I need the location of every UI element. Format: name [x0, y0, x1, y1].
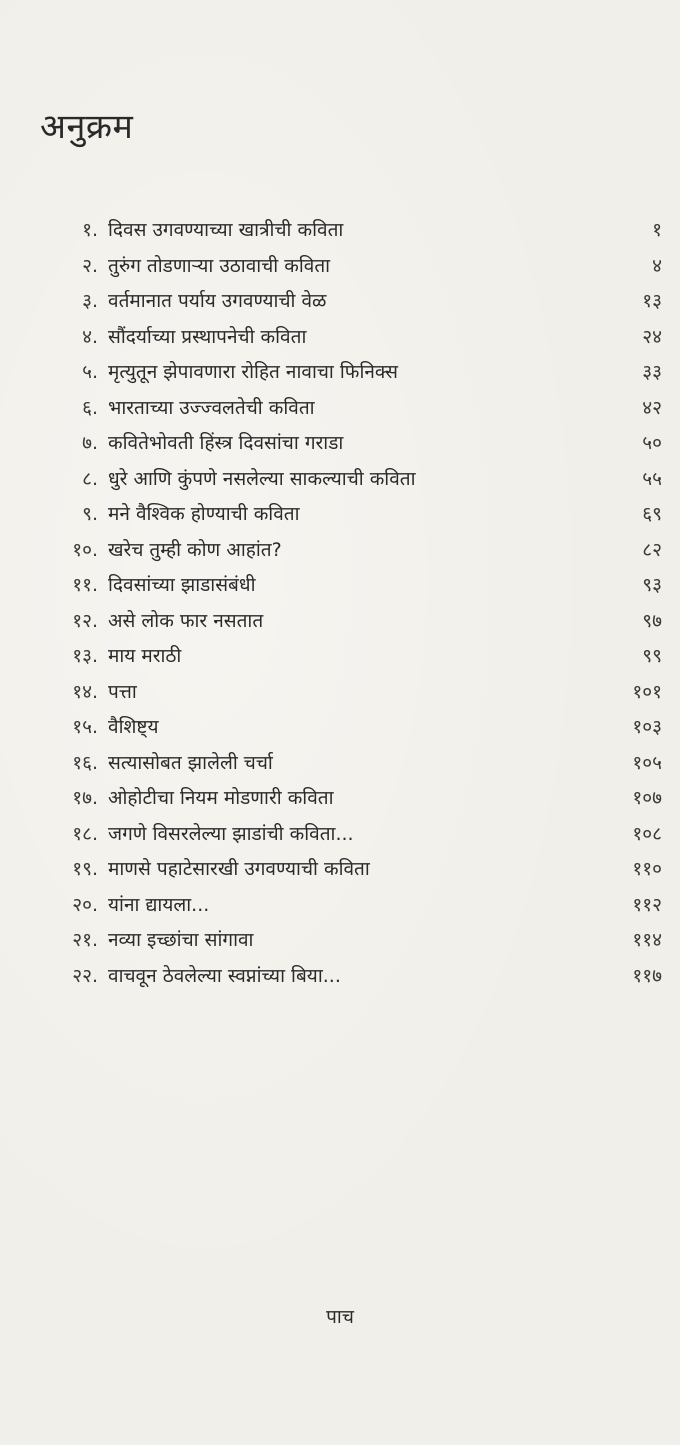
- toc-entry: [40, 284, 662, 320]
- entry-title: भारताच्या उज्ज्वलतेची कविता: [108, 396, 315, 419]
- entry-page-number: १०३: [632, 716, 662, 738]
- entry-number: ८.: [82, 467, 98, 490]
- toc-entry: [40, 497, 662, 533]
- entry-page-number: १३: [642, 290, 662, 312]
- entry-title: माणसे पहाटेसारखी उगवण्याची कविता: [108, 858, 370, 880]
- entry-number: १.: [82, 219, 98, 241]
- entry-page-number: ९७: [642, 609, 662, 632]
- entry-title: धुरे आणि कुंपणे नसलेल्या साकल्याची कविता: [108, 467, 416, 490]
- toc-entry: [40, 355, 662, 391]
- toc-entry: [40, 959, 662, 995]
- entry-title: वैशिष्ट्य: [108, 716, 159, 738]
- toc-entry: [40, 249, 662, 285]
- page-title: अनुक्रम: [40, 107, 134, 147]
- entry-page-number: १०७: [632, 787, 662, 809]
- entry-title: वर्तमानात पर्याय उगवण्याची वेळ: [108, 290, 327, 312]
- entry-number: २०.: [72, 893, 98, 916]
- entry-number: १०.: [72, 538, 98, 561]
- entry-number: ११.: [72, 574, 98, 596]
- entry-number: २१.: [72, 929, 98, 951]
- entry-number: २.: [82, 254, 98, 277]
- toc-entry: [40, 675, 662, 711]
- entry-title: दिवसांच्या झाडासंबंधी: [108, 574, 256, 596]
- entry-number: १९.: [72, 858, 98, 880]
- entry-title: खरेच तुम्ही कोण आहांत?: [108, 538, 282, 561]
- toc-entry: [40, 604, 662, 640]
- toc-entry: [40, 923, 662, 959]
- toc-entry: [40, 533, 662, 569]
- toc-entry: [40, 817, 662, 853]
- entry-title: मने वैश्विक होण्याची कविता: [108, 503, 300, 525]
- entry-number: १५.: [72, 716, 98, 738]
- entry-title: ओहोटीचा नियम मोडणारी कविता: [108, 787, 334, 809]
- entry-title: माय मराठी: [108, 645, 182, 667]
- entry-number: १२.: [72, 609, 98, 632]
- entry-page-number: १०८: [632, 822, 662, 845]
- entry-title: सौंदर्याच्या प्रस्थापनेची कविता: [108, 325, 307, 348]
- toc-entry: [40, 391, 662, 427]
- entry-title: कवितेभोवती हिंस्त्र दिवसांचा गराडा: [108, 432, 344, 454]
- entry-page-number: ६९: [642, 503, 662, 525]
- entry-page-number: ११७: [632, 964, 662, 987]
- toc-entry: [40, 213, 662, 249]
- entry-page-number: ३३: [642, 361, 662, 383]
- entry-page-number: ५५: [642, 467, 662, 490]
- entry-number: १४.: [72, 680, 98, 703]
- entry-number: १७.: [72, 787, 98, 809]
- entry-title: दिवस उगवण्याच्या खात्रीची कविता: [108, 219, 344, 241]
- entry-number: १८.: [72, 822, 98, 845]
- toc-entry: [40, 781, 662, 817]
- entry-title: पत्ता: [108, 680, 137, 703]
- table-of-contents: [40, 213, 662, 994]
- page-footer-number: पाच: [326, 1306, 354, 1328]
- entry-number: ७.: [82, 432, 98, 454]
- entry-page-number: ५०: [642, 432, 662, 454]
- entry-page-number: १०५: [632, 751, 662, 774]
- entry-page-number: ११२: [632, 893, 662, 916]
- entry-number: ५.: [82, 361, 98, 383]
- toc-entry: [40, 462, 662, 498]
- entry-number: १६.: [72, 751, 98, 774]
- entry-title: मृत्युतून झेपावणारा रोहित नावाचा फिनिक्स: [108, 361, 399, 383]
- entry-page-number: ८२: [642, 538, 662, 561]
- entry-number: २२.: [72, 964, 98, 987]
- entry-title: जगणे विसरलेल्या झाडांची कविता...: [108, 822, 354, 845]
- toc-entry: [40, 639, 662, 675]
- entry-page-number: ११४: [632, 929, 662, 951]
- toc-entry: [40, 426, 662, 462]
- toc-entry: [40, 852, 662, 888]
- entry-page-number: १०१: [632, 680, 662, 703]
- toc-entry: [40, 320, 662, 356]
- toc-entry: [40, 568, 662, 604]
- entry-page-number: ४२: [642, 396, 662, 419]
- entry-title: सत्यासोबत झालेली चर्चा: [108, 751, 273, 774]
- toc-entry: [40, 888, 662, 924]
- entry-number: ६.: [82, 396, 98, 419]
- entry-page-number: ९९: [642, 645, 662, 667]
- entry-page-number: ९३: [642, 574, 662, 596]
- entry-number: १३.: [72, 645, 98, 667]
- toc-entry: [40, 710, 662, 746]
- entry-page-number: १: [652, 219, 662, 241]
- entry-number: ४.: [82, 325, 98, 348]
- entry-page-number: ११०: [632, 858, 662, 880]
- entry-number: ३.: [82, 290, 98, 312]
- entry-title: असे लोक फार नसतात: [108, 609, 264, 632]
- entry-page-number: २४: [642, 325, 662, 348]
- entry-title: वाचवून ठेवलेल्या स्वप्नांच्या बिया...: [108, 964, 341, 987]
- toc-entry: [40, 746, 662, 782]
- entry-title: नव्या इच्छांचा सांगावा: [108, 929, 254, 951]
- entry-title: यांना द्यायला...: [108, 893, 210, 916]
- entry-page-number: ४: [652, 254, 662, 277]
- entry-title: तुरुंग तोडणाऱ्या उठावाची कविता: [108, 254, 331, 277]
- entry-number: ९.: [82, 503, 98, 525]
